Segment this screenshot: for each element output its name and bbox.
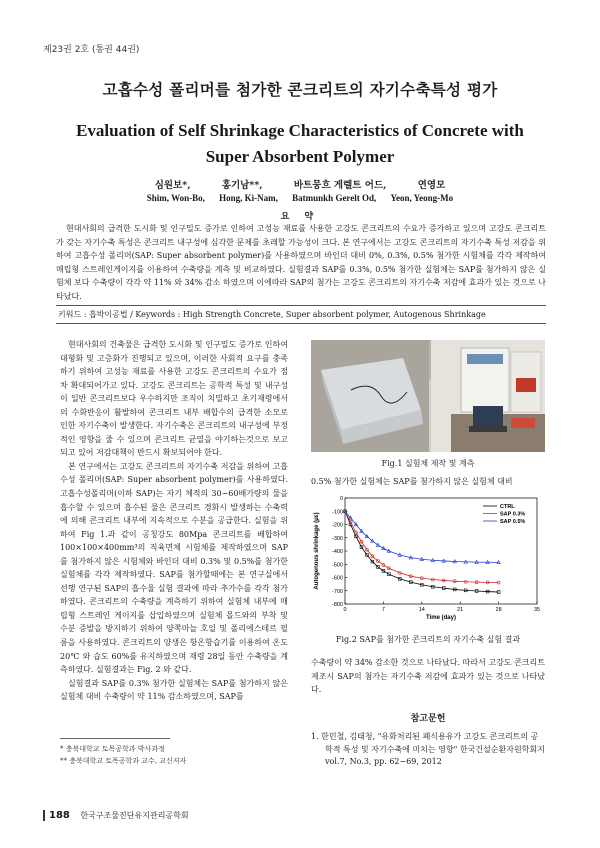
legend-label: SAP 0.3%: [500, 511, 526, 518]
references-heading: 참고문헌: [410, 714, 446, 724]
fig1-photo-drawing: [311, 340, 545, 452]
y-tick-label: -300: [331, 535, 343, 542]
journal-name: 한국구조물진단유지관리공학회: [80, 811, 189, 820]
abstract-text: 현대사회의 급격한 도시화 및 인구밀도 증가로 인하여 고성능 재료를 사용한 고강도 콘크리트의 수요가 증가하고 있으며 고강도 콘크리트가 갖는 자기수축 특성은 콘크리트 내구성에 심각한 문제를 초래할 가능성이 크다. 본 연구에서는 고강도 콘크리트의 자기수축 특성 저감을 위하여 고흡수성 폴리머(SAP: Super absorbent polymer)를 사용하였으며 바인더 대비 0%, 0.3%, 0.5% 첨가한 시험체를 각각 제작하여 매립형 스트레인게이지를 이용하여 수축량을 계측 및 비교하였다. 실험결과 SAP를 0.3%, 0.5% 첨가한 실험체는 SAP를 첨가하지 않은 실험체 보다 수축량이 각각 약 11% 와 34% 감소 하였으며 이에따라 SAP의 첨가는 고강도 콘크리트의 자기수축 저감에 효과가 있는 것으로 나타났다.: [56, 224, 546, 301]
fig1-photo: [311, 340, 545, 452]
body-paragraph: 현대사회의 건축물은 급격한 도시화 및 인구밀도 증가로 인하여 대형화 및 고층화가 진행되고 있으며, 이러한 사회적 요구를 충족하기 위하여 고성능 재료를 사용한 고강도 콘크리트의 수요가 점차 확대되어가고 있다. 고강도 콘크리트는 공학적 특성 및 내구성이 일반 콘크리트보다 우수하지만 조직이 치밀하고 초기재령에서의 수화반응이 활발하여 콘크리트 내부 배합수의 급격한 소모로 인한 자기수축이 발생한다. 자기수축은 콘크리트의 내구성에 부정적인 영향을 줄 수 있으며 콘크리트 균열을 야기하는것으로 보고되고 있어 저감대책이 반드시 확보되어야 한다.: [60, 340, 288, 458]
shrinkage-chart: [311, 492, 545, 624]
author-kr: 연영모: [417, 180, 446, 191]
body-right-continuation: 0.5% 첨가한 실험체는 SAP를 첨가하지 않은 실험체 대비: [311, 477, 513, 486]
footnote: ** 충북대학교 토목공학과 교수, 교신저자: [60, 757, 187, 765]
y-tick-label: -100: [331, 509, 343, 516]
y-tick-label: -800: [331, 602, 343, 608]
x-tick-label: 0: [343, 607, 347, 613]
title-english-line2: Super Absorbent Polymer: [205, 147, 395, 166]
footnote-divider: [60, 738, 170, 739]
series-line: [345, 511, 499, 582]
author-kr: 심원보*,: [154, 180, 191, 191]
authors-korean: [0, 177, 600, 191]
reference-item: 1. 한민철, 김태청, "유화처리된 폐식용유가 고강도 콘크리트의 공학적 특성 및 자기수축에 미치는 영향" 한국건설순환자원학회지 vol.7, No.3, pp. 62~69, 2012: [311, 732, 545, 766]
y-axis-label: Autogenous shrinkage (με): [314, 512, 320, 590]
x-tick-label: 28: [495, 607, 502, 613]
journal-issue-header: 제23권 2호 (통권 44권): [43, 45, 140, 55]
author-en: Batmunkh Gerelt Od,: [292, 193, 377, 203]
footnote: * 충북대학교 토목공학과 박사과정: [60, 745, 165, 753]
title-english-line1: Evaluation of Self Shrinkage Characteristics of Concrete with: [76, 121, 524, 140]
fig1-caption: Fig.1 실험체 제작 및 계측: [381, 459, 475, 468]
y-tick-label: -200: [331, 522, 343, 529]
legend-label: CTRL: [500, 504, 515, 510]
author-kr: 바트뭉흐 게렐트 어드,: [293, 180, 387, 191]
title-english: [60, 118, 540, 170]
x-tick-label: 35: [533, 607, 541, 613]
x-tick-label: 14: [418, 607, 425, 613]
author-en: Shim, Won-Bo,: [146, 193, 205, 203]
author-kr: 홍기남**,: [221, 180, 263, 191]
y-tick-label: 0: [339, 496, 343, 502]
body-paragraph: 본 연구에서는 고강도 콘크리트의 자기수축 저감을 위하여 고흡수성 폴리머(SAP: Super absorbent polymer)를 사용하였다. 고흡수성폴리머(이하 SAP)는 자기 체적의 30~60배가량의 물을 흡수할 수 있으며 흡수된 물은 콘크리트 경화시 발생하는 수축력에 의해 콘크리트 내부에 지속적으로 수분을 공급한다. 실험을 위하여 Fig 1.과 같이 공칭강도 80Mpa 콘크리트를 배합하여 100×100×400mm³의 직육면체 시험체를 제작하였으며 SAP를 첨가하지 않은 시험체와 바인더 대비 0.3% 및 0.5%를 첨가한 실험체를 각각 제작하였다. SAP를 첨가할때에는 본 연구실에서 선행 연구된 SAP의 흡수율 실험 결과에 따라 추가수를 각각 첨가하였다. 콘크리트의 수축량을 계측하기 위하여 실험체 내부에 매립형 스트레인 게이지를 삽입하였으며 실험체 몰드와의 부착 및 수분 증발을 방지하기 위하여 양쪽마늘 호일 및 폴리에스테르 필름을 사용하였다. 콘크리트의 양생은 항온항습기를 이용하여 온도 20℃ 와 습도 60%를 유지하였으며 재령 28일 동안 수축량을 계측하였다. 실험결과는 Fig. 2 와 같다.: [60, 461, 288, 675]
body-right-text: 수축량이 약 34% 감소한 것으로 나타났다. 따라서 고강도 콘크리트 제조시 SAP의 첨가는 자기수축 저감에 효과가 있는 것으로 나타났다.: [311, 658, 545, 695]
x-tick-label: 21: [457, 607, 464, 613]
page-number: 188: [43, 810, 70, 821]
x-axis-label: Time (day): [426, 615, 456, 621]
authors-english: [0, 193, 600, 203]
legend-label: SAP 0.5%: [500, 519, 526, 525]
body-paragraph: 실험결과 SAP를 0.3% 첨가한 실험체는 SAP를 첨가하지 않은 실험체 대비 수축량이 약 11% 감소하였으며, SAP를: [60, 678, 288, 702]
keywords: 키워드 : 흡박이공법 / Keywords : High Strength Concrete, Super absorbent polymer, Autogenous Shrinkage: [56, 305, 546, 324]
y-tick-label: -700: [331, 588, 343, 595]
fig2-caption: Fig.2 SAP를 첨가한 콘크리트의 자기수축 실험 결과: [335, 635, 521, 644]
abstract-heading: 요 약: [280, 212, 320, 222]
y-tick-label: -600: [331, 575, 343, 582]
author-en: Yeon, Yeong-Mo: [390, 193, 454, 203]
author-en: Hong, Ki-Nam,: [219, 193, 278, 203]
y-tick-label: -400: [331, 549, 343, 555]
y-tick-label: -500: [331, 562, 343, 569]
x-tick-label: 7: [381, 607, 385, 613]
body-left-column: [60, 338, 288, 704]
page-footer: [43, 810, 189, 821]
title-korean: 고흡수성 폴리머를 첨가한 콘크리트의 자기수축특성 평가: [102, 81, 498, 99]
shrinkage-chart-svg: [311, 492, 545, 624]
